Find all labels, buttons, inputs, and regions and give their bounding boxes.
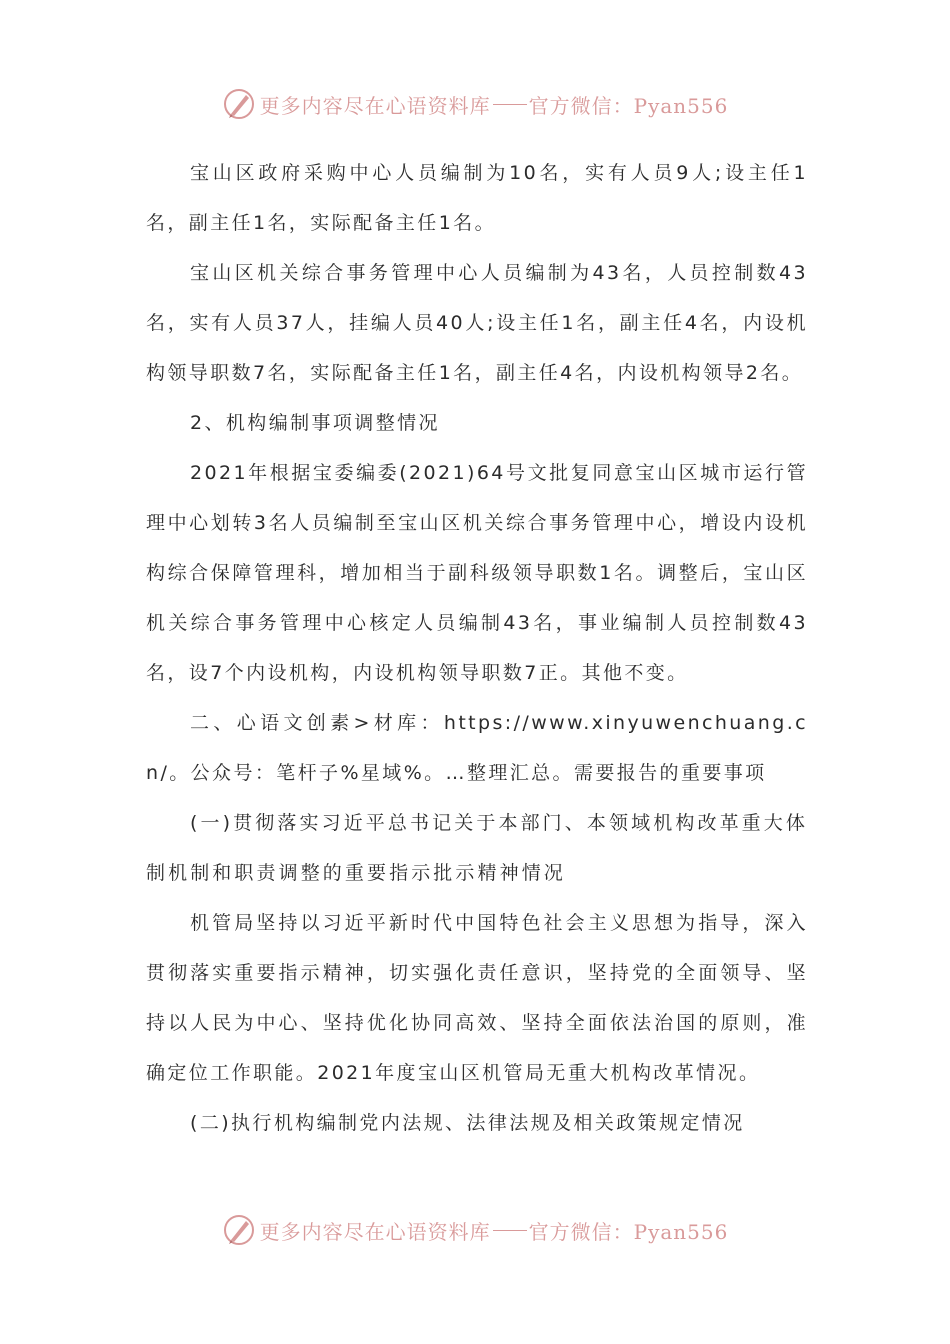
watermark-text: 更多内容尽在心语资料库 bbox=[259, 93, 491, 118]
section-heading-adjustment: 2、机构编制事项调整情况 bbox=[190, 412, 440, 434]
paragraph-adjustment-details: 2021年根据宝委编委(2021)64号文批复同意宝山区城市运行管理中心划转3名人员编制至宝山区机关综合事务管理中心，增设内设机构综合保障管理科，增加相当于副科级领导职数1名。调整后，宝山区机关综合事务管理中心核定人员编制43名，事业编制人员控制数43名，设7个内设机构，内设机构领导职数7正。其他不变。 bbox=[146, 462, 808, 684]
pen-logo-icon bbox=[222, 1213, 256, 1247]
section-heading-important-matters: 二、心语文创素>材库：https://www.xinyuwenchuang.cn/。公众号：笔杆子%星域%。…整理汇总。需要报告的重要事项 bbox=[146, 712, 808, 784]
paragraph-affairs-center: 宝山区机关综合事务管理中心人员编制为43名，人员控制数43名，实有人员37人，挂编人员40人;设主任1名，副主任4名，内设机构领导职数7名，实际配备主任1名，副主任4名，内设机构领导2名。 bbox=[146, 262, 808, 384]
watermark-text: 更多内容尽在心语资料库 bbox=[259, 1219, 491, 1244]
subheading-implementation: (一)贯彻落实习近平总书记关于本部门、本领域机构改革重大体制机制和职责调整的重要指示批示精神情况 bbox=[146, 812, 808, 884]
subheading-regulations: (二)执行机构编制党内法规、法律法规及相关政策规定情况 bbox=[190, 1112, 745, 1134]
watermark-banner-top bbox=[0, 84, 950, 124]
paragraph-bureau-guidance: 机管局坚持以习近平新时代中国特色社会主义思想为指导，深入贯彻落实重要指示精神，切实强化责任意识，坚持党的全面领导、坚持以人民为中心、坚持优化协同高效、坚持全面依法治国的原则，准确定位工作职能。2021年度宝山区机管局无重大机构改革情况。 bbox=[146, 912, 808, 1084]
paragraph-procurement-center: 宝山区政府采购中心人员编制为10名，实有人员9人;设主任1名，副主任1名，实际配备主任1名。 bbox=[146, 162, 808, 234]
watermark-contact: 官方微信：Pyan556 bbox=[528, 93, 729, 118]
watermark-divider bbox=[493, 104, 527, 105]
watermark-contact: 官方微信：Pyan556 bbox=[528, 1219, 729, 1244]
document-body bbox=[146, 148, 808, 1148]
watermark-divider bbox=[493, 1230, 527, 1231]
watermark-banner-bottom bbox=[0, 1210, 950, 1250]
pen-logo-icon bbox=[222, 87, 256, 121]
